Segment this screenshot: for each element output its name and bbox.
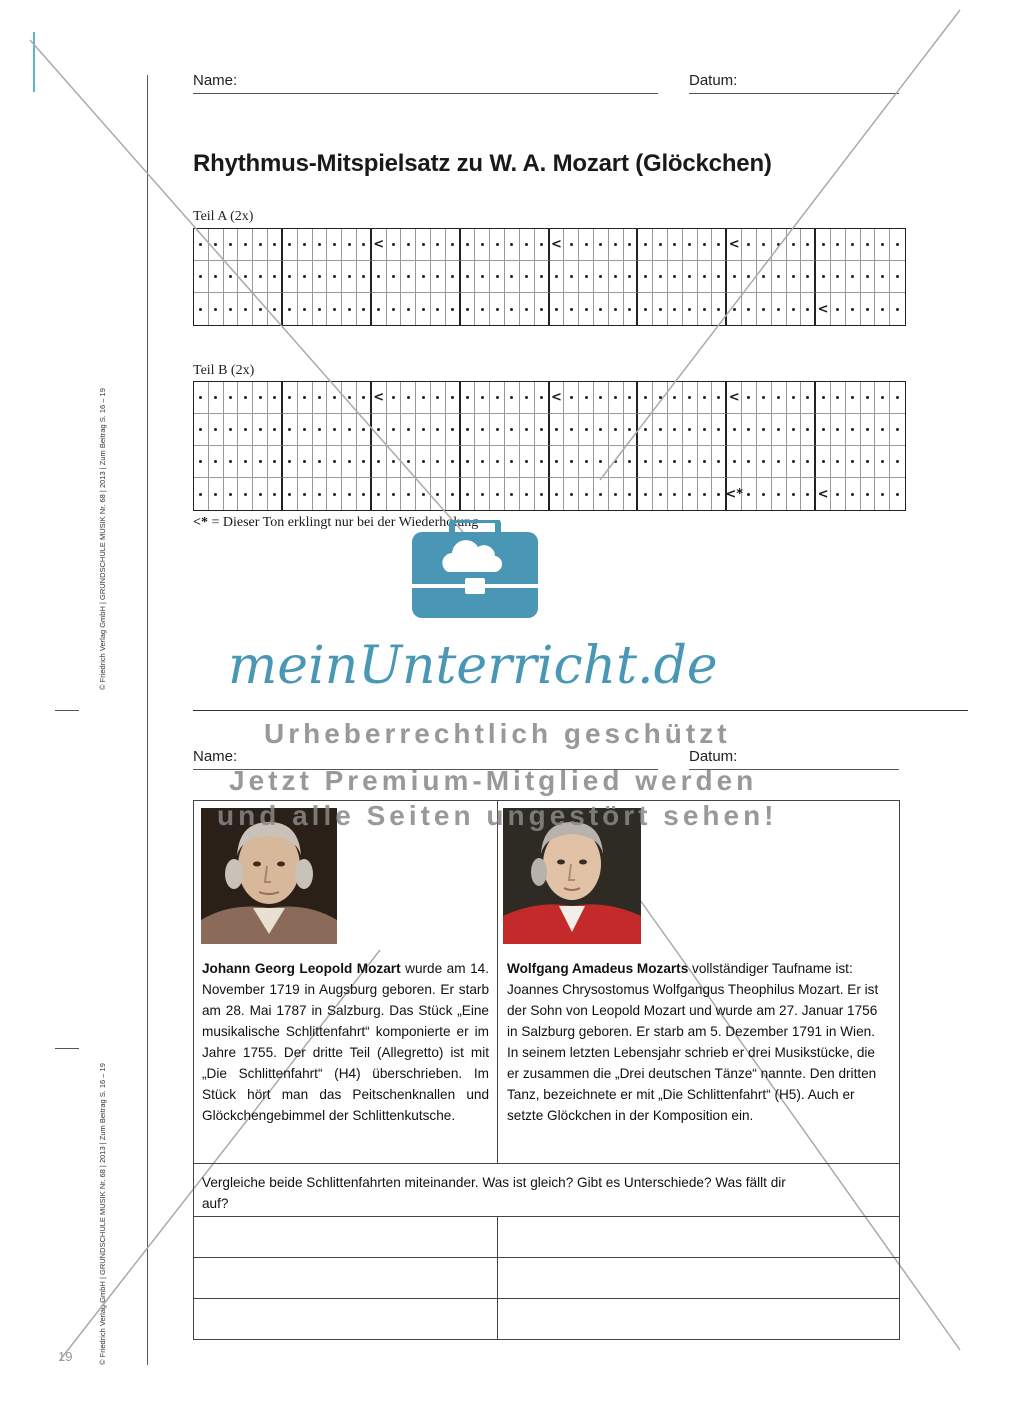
teil-a-label: Teil A (2x): [193, 209, 254, 224]
accent-mark: <: [550, 237, 562, 252]
watermark-line-1: Urheberrechtlich geschützt: [264, 718, 731, 749]
accent-mark: <: [550, 390, 562, 405]
leopold-name: Johann Georg Leopold Mozart: [202, 961, 401, 976]
accent-mark: <*: [725, 486, 744, 502]
watermark-line-3: und alle Seiten ungestört sehen!: [217, 800, 778, 831]
legend-text: = Dieser Ton erklingt nur bei der Wiederholung: [207, 515, 479, 530]
page-title: Rhythmus-Mitspielsatz zu W. A. Mozart (Glöckchen): [193, 150, 772, 177]
table-rule-3: [193, 1257, 899, 1258]
leopold-bio: [202, 958, 489, 1126]
credit-line-bottom: © Friedrich Verlag GmbH | GRUNDSCHULE MUSIK Nr. 68 | 2013 | Zum Beitrag S. 16 – 19: [98, 1063, 107, 1365]
watermark-line-2: Jetzt Premium-Mitglied werden: [229, 765, 758, 796]
briefcase-cloud-icon: [410, 520, 540, 620]
table-divider-bottom: [497, 1216, 498, 1339]
legend-symbol: <*: [193, 515, 208, 530]
accent-mark: <: [728, 390, 740, 405]
accent-mark: <: [817, 486, 829, 502]
leopold-text: wurde am 14. November 1719 in Augsburg geboren. Er starb am 28. Mai 1787 in Salzburg. Das Stück „Eine musikalische Schlittenfahrt“ komponierte er im Jahre 1755. Der dritte Teil (Allegretto) ist mit „Die Schlittenfahrt“ (H4) überschrieben. Im Stück hört man das Peitschenknallen und Glöckchengebimmel der Schlittenkutsche.: [202, 961, 489, 1123]
credit-line-top: © Friedrich Verlag GmbH | GRUNDSCHULE MUSIK Nr. 68 | 2013 | Zum Beitrag S. 16 – 19: [98, 388, 107, 690]
accent-mark: <: [817, 301, 829, 317]
page-number: 19: [58, 1349, 73, 1364]
wolfgang-bio: [507, 958, 890, 1126]
table-divider-top: [497, 800, 498, 1163]
wolfgang-name: Wolfgang Amadeus Mozarts: [507, 961, 689, 976]
name-label-top: Name:: [193, 72, 238, 89]
table-rule-1: [193, 1163, 899, 1164]
wolfgang-text: vollständiger Taufname ist: Joannes Chrysostomus Wolfgangus Theophilus Mozart. Er ist der Sohn von Leopold Mozart und wurde am 27. Januar 1756 in Salzburg geboren. Er starb am 5. Dezember 1791 in Wien. In seinem letzten Lebensjahr schrieb er drei Musikstücke, die er zusammen die „Drei deutschen Tänze“ nannte. Den dritten Tanz, bezeichnete er mit „Die Schlittenfahrt“ (H5). Auch er setzte Glöckchen in der Komposition ein.: [507, 961, 879, 1123]
date-label-top: Datum:: [689, 72, 738, 89]
comparison-question: Vergleiche beide Schlittenfahrten miteinander. Was ist gleich? Gibt es Unterschiede? Was fällt dir auf?: [202, 1175, 786, 1211]
date-label-bottom: Datum:: [689, 748, 738, 765]
table-rule-2: [193, 1216, 899, 1217]
watermark-logo: meinUnterricht.de: [228, 636, 718, 696]
table-rule-4: [193, 1298, 899, 1299]
accent-mark: <: [373, 390, 385, 405]
name-label-bottom: Name:: [193, 748, 238, 765]
teil-b-label: Teil B (2x): [193, 363, 255, 378]
accent-mark: <: [373, 237, 385, 252]
accent-mark: <: [728, 237, 740, 252]
cut-line: [193, 710, 968, 711]
